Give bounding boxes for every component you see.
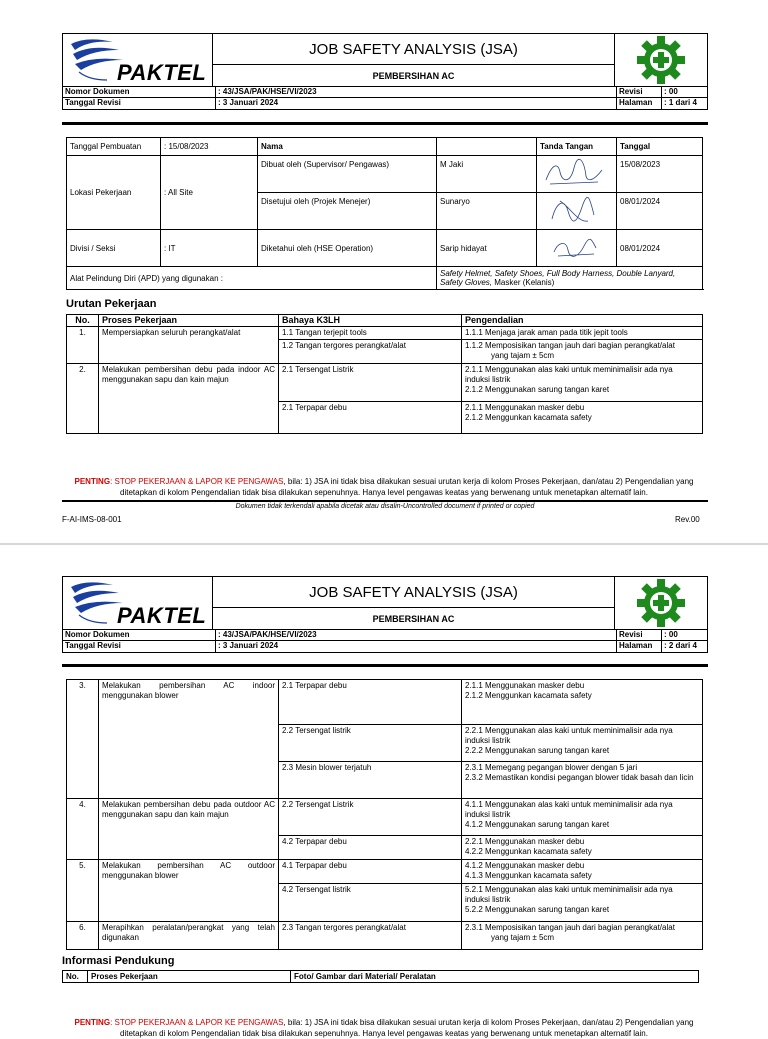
uncontrolled-notice: Dokumen tidak terkendali apabila dicetak atau disalin-Uncontrolled document if printed or copied — [235, 503, 535, 510]
document-header — [62, 33, 708, 110]
company-logo — [63, 34, 213, 86]
document-meta: Nomor Dokumen : 43/JSA/PAK/HSE/VI/2023 Revisi : 00 Tanggal Revisi : 3 Januari 2024 Halaman : 1 dari 4 — [63, 87, 707, 109]
document-header — [62, 576, 708, 653]
company-logo — [63, 577, 213, 629]
document-meta: Nomor Dokumen : 43/JSA/PAK/HSE/VI/2023 Revisi : 00 Tanggal Revisi : 3 Januari 2024 Halaman : 2 dari 4 — [63, 630, 707, 652]
safety-gear-icon — [636, 578, 686, 628]
header-divider — [62, 664, 708, 667]
urutan-title: Urutan Pekerjaan — [66, 298, 157, 310]
k3-logo — [615, 577, 707, 629]
informasi-title: Informasi Pendukung — [62, 955, 175, 967]
informasi-table: No. Proses Pekerjaan Foto/ Gambar dari Material/ Peralatan — [62, 970, 699, 983]
rev-code: Rev.00 — [675, 515, 700, 524]
signature-icon — [540, 195, 612, 227]
footer-divider — [62, 500, 708, 502]
company-name: PAKTEL — [117, 603, 207, 628]
approval-table: Tanggal Pembuatan : 15/08/2023 Nama Tanda Tangan Tanggal Lokasi Pekerjaan : All Site Dibuat oleh (Supervisor/ Pengawas) M Jaki 15/08/2023 Disetujui oleh (Projek Menejer) Sunaryo 08/01/2024 Divisi / Seksi : IT Diketahui oleh (HSE Operation) Sarip hidayat 08/01/2024 Alat Pelindung Diri (APD) yang digunakan : Safety Helmet, Safety Shoes, Full Body Harness, Double Lanyard, Safety Gloves, Masker (Kelanis) — [66, 137, 703, 290]
form-code: F-AI-IMS-08-001 — [62, 515, 122, 524]
signature-2 — [537, 193, 617, 230]
jsa-table-page1: No. Proses Pekerjaan Bahaya K3LH Pengendalian 1. Mempersiapkan seluruh perangkat/alat 1.1 Tangan terjepit tools 1.1.1 Menjaga jarak aman pada titik jepit tools 1.2 Tangan tergores perangkat/alat 1.1.2 Memposisikan tangan jauh dari bagian perangkat/alat yang tajam ± 5cm 2. Melakukan pembersihan debu pada indoor AC menggunakan sapu dan kain majun 2.1 Tersengat Listrik 2.1.1 Menggunakan alas kaki untuk meminimalisir ada nya induksi listrik 2.1.2 Menggunakan sarung tangan karet 2.1 Terpapar debu 2.1.1 Menggunakan masker debu 2.1.2 Menggunkan kacamata safety — [66, 314, 703, 434]
penting-note: PENTING: STOP PEKERJAAN & LAPOR KE PENGAWAS, bila: 1) JSA ini tidak bisa dilakukan sesuai urutan kerja di kolom Proses Pekerjaan, dan/atau 2) Pengendalian yang ditetapkan di kolom Pengendalian tidak bisa dilakukan sepenuhnya. Hanya level pengawas keatas yang berwenang untuk menetapkan alternatif lain. — [74, 1018, 694, 1038]
document-subtitle: PEMBERSIHAN AC — [372, 613, 455, 624]
signature-icon — [540, 232, 612, 264]
document-title: JOB SAFETY ANALYSIS (JSA) — [213, 34, 614, 65]
signature-3 — [537, 230, 617, 267]
document-subtitle: PEMBERSIHAN AC — [372, 70, 455, 81]
penting-note: PENTING: STOP PEKERJAAN & LAPOR KE PENGAWAS, bila: 1) JSA ini tidak bisa dilakukan sesuai urutan kerja di kolom Proses Pekerjaan, dan/atau 2) Pengendalian yang ditetapkan di kolom Pengendalian tidak bisa dilakukan sepenuhnya. Hanya level pengawas keatas yang berwenang untuk menetapkan alternatif lain. — [74, 477, 694, 497]
jsa-table-page2: 3. Melakukan pembersihan AC indoor menggunakan blower 2.1 Terpapar debu 2.1.1 Menggunakan masker debu 2.1.2 Menggunkan kacamata safety 2.2 Tersengat listrik 2.2.1 Menggunakan alas kaki untuk meminimalisir ada nya induksi listrik 2.2.2 Menggunakan sarung tangan karet 2.3 Mesin blower terjatuh 2.3.1 Memegang pegangan blower dengan 5 jari 2.3.2 Memastikan kondisi pegangan blower tidak basah dan licin 4. Melakukan pembersihan debu pada outdoor AC menggunakan sapu dan kain majun 2.2 Tersengat Listrik 4.1.1 Menggunakan alas kaki untuk meminimalisir ada nya induksi listrik 4.1.2 Menggunakan sarung tangan karet 4.2 Terpapar debu 2.2.1 Menggunakan masker debu 4.2.2 Menggunkan kacamata safety 5. Melakukan pembersihan AC outdoor menggunakan blower 4.1 Terpapar debu 4.1.2 Menggunakan masker debu 4.1.3 Menggunkan kacamata safety 4.2 Tersengat listrik 5.2.1 Menggunakan alas kaki untuk meminimalisir ada nya induksi listrik 5.2.2 Menggunakan sarung tangan karet 6. Merapihkan peralatan/perangkat yang telah digunakan 2.3 Tangan tergores perangkat/alat 2.3.1 Memposisikan tangan jauh dari bagian perangkat/alat yang tajam ± 5cm — [66, 679, 703, 950]
header-divider — [62, 122, 708, 125]
safety-gear-icon — [636, 35, 686, 85]
k3-logo — [615, 34, 707, 86]
signature-icon — [540, 158, 612, 190]
document-title: JOB SAFETY ANALYSIS (JSA) — [213, 577, 614, 608]
document-page-2 — [0, 545, 768, 1038]
signature-1 — [537, 156, 617, 193]
company-name: PAKTEL — [117, 60, 207, 85]
